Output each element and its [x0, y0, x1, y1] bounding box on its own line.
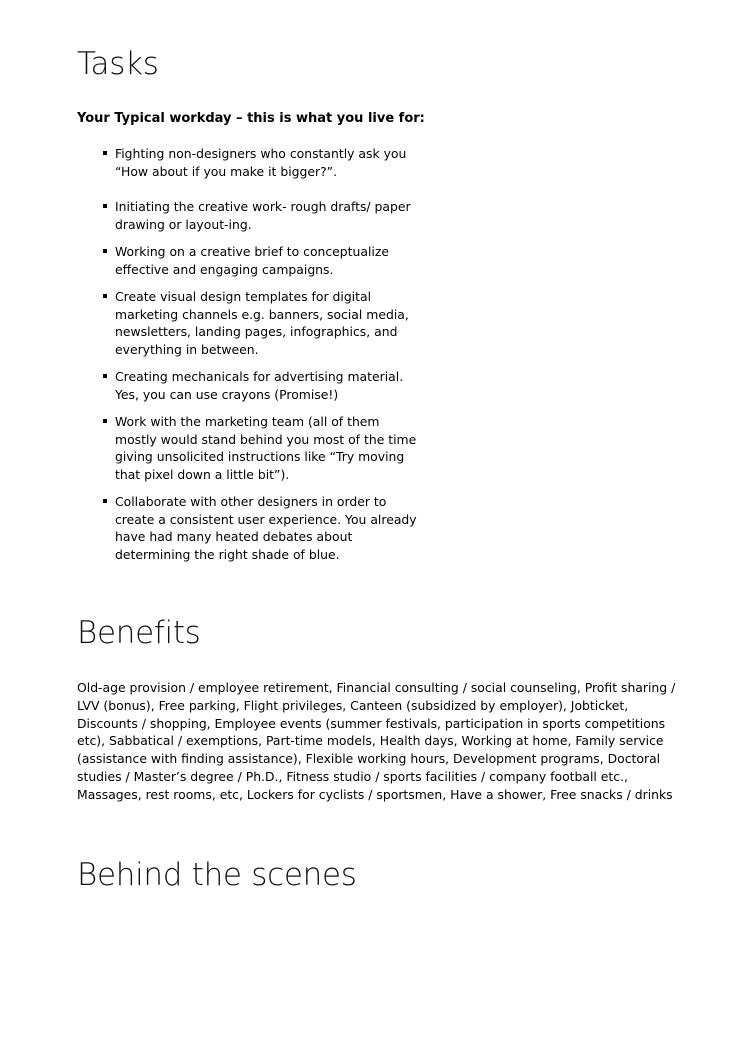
task-item-text: Work with the marketing team (all of them mostly would stand behind you most of the time giving unsolicited instructions like “Try moving that pixel down a little bit”).: [115, 414, 417, 482]
task-item: [101, 145, 421, 180]
bullet-icon: [103, 374, 107, 378]
task-item: [101, 243, 421, 278]
bullet-icon: [103, 249, 107, 253]
task-item-text: Create visual design templates for digital marketing channels e.g. banners, social media, newsletters, landing pages, infographics, and everything in between.: [115, 289, 409, 357]
task-item: [101, 368, 421, 403]
task-item-text: Creating mechanicals for advertising material. Yes, you can use crayons (Promise!): [115, 369, 404, 402]
task-item-text: Fighting non-designers who constantly ask you “How about if you make it bigger?”.: [115, 146, 407, 179]
benefits-text: Old-age provision / employee retirement, Financial consulting / social counseling, Profit sharing / LVV (bonus), Free parking, Flight privileges, Canteen (subsidized by employer), Jobticket, Discounts / shopping, Employee events (summer festivals, participation in sports competitions etc), Sabbatical / exemptions, Part-time models, Health days, Working at home, Family service (assistance with finding assistance), Flexible working hours, Development programs, Doctoral studies / Master’s degree / Ph.D., Fitness studio / sports facilities / company football etc., Massages, rest rooms, etc, Lockers for cyclists / sportsmen, Have a shower, Free snacks / drinks: [77, 680, 676, 802]
task-item: [101, 198, 421, 233]
bullet-icon: [103, 499, 107, 503]
bullet-icon: [103, 151, 107, 155]
task-list: [101, 145, 421, 573]
benefits-heading: Benefits: [77, 615, 201, 651]
tasks-heading: Tasks: [77, 46, 159, 82]
task-item: [101, 413, 421, 483]
task-item-text: Initiating the creative work- rough drafts/ paper drawing or layout-ing.: [115, 199, 411, 232]
task-item-text: Working on a creative brief to conceptualize effective and engaging campaigns.: [115, 244, 389, 277]
tasks-intro: Your Typical workday – this is what you live for:: [77, 111, 425, 126]
bullet-icon: [103, 294, 107, 298]
task-item: [101, 493, 421, 563]
behind-the-scenes-heading: Behind the scenes: [77, 857, 357, 893]
bullet-icon: [103, 204, 107, 208]
task-item-text: Collaborate with other designers in order to create a consistent user experience. You already have had many heated debates about determining the right shade of blue.: [115, 494, 417, 562]
bullet-icon: [103, 419, 107, 423]
task-item: [101, 288, 421, 358]
